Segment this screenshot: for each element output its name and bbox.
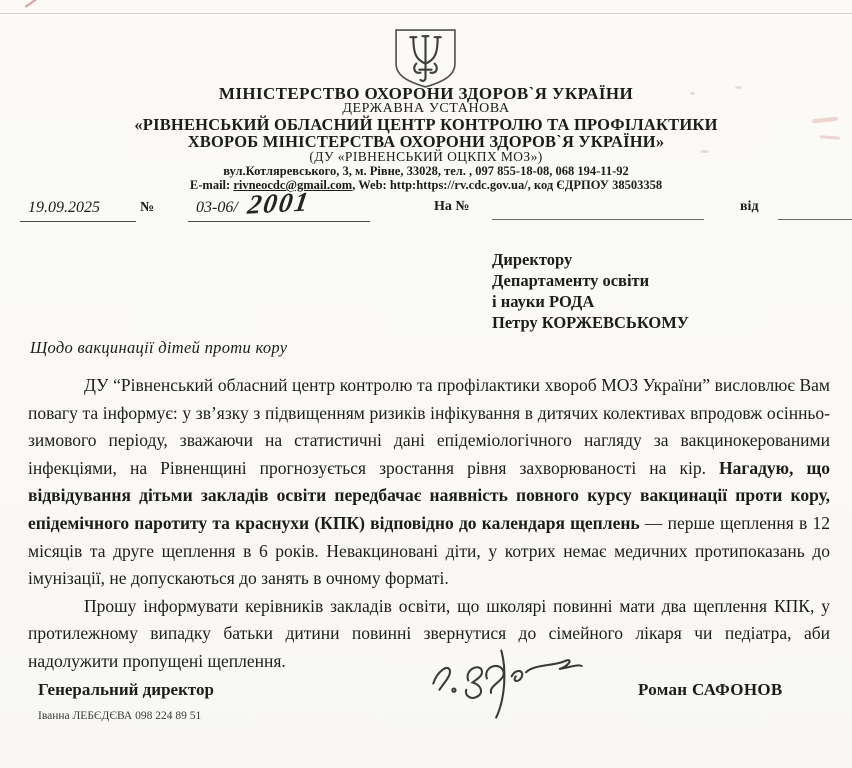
signer-position: Генеральний директор bbox=[38, 680, 214, 699]
incoming-number-underline bbox=[492, 219, 704, 220]
from-date-label: від bbox=[740, 199, 759, 214]
handwritten-number: 2001 bbox=[245, 186, 313, 220]
body-text-segment: — перше щеплення в 12 місяців та друге щеплення в 6 років. Невакциновані діти, у котрих немає медичних протипоказань до імунізації, не допускаються до занять в очному форматі. bbox=[28, 512, 830, 589]
body-paragraph-1 bbox=[28, 372, 830, 593]
org-address: вул.Котляревського, 3, м. Рівне, 33028, тел. , 097 855-18-08, 068 194-11-92 bbox=[223, 164, 629, 178]
letter-number-prefix: 03-06/ bbox=[196, 199, 238, 216]
ministry-title: МІНІСТЕРСТВО ОХОРОНИ ЗДОРОВ`Я УКРАЇНИ bbox=[218, 84, 634, 103]
org-short-name: (ДУ «РІВНЕНСЬКИЙ ОЦКПХ МОЗ») bbox=[309, 149, 543, 164]
number-label: № bbox=[140, 200, 155, 215]
recipient-line: і науки РОДА bbox=[492, 292, 595, 311]
body-text-segment: ДУ “Рівненський обласний центр контролю та профілактики хвороб МОЗ України” висловлює Вам повагу та інформує: у зв’язку з підвищенням ризиків інфікування в дитячих колективах впродовж осінньо-зимового періоду, зважаючи на статистичні дані епідеміологічного нагляду за вакцинокерованими інфекціями, на Рівненщині прогнозується зростання рівня захворюваності на кір. bbox=[28, 375, 830, 478]
date-underline bbox=[20, 221, 136, 222]
org-name-line1: «РІВНЕНСЬКИЙ ОБЛАСНИЙ ЦЕНТР КОНТРОЛЮ ТА ПРОФІЛАКТИКИ bbox=[134, 115, 718, 134]
signature-scribble-icon bbox=[425, 642, 590, 725]
signer-name: Роман САФОНОВ bbox=[638, 680, 783, 699]
org-type: ДЕРЖАВНА УСТАНОВА bbox=[342, 101, 510, 116]
scan-top-line bbox=[0, 13, 852, 14]
number-underline bbox=[188, 221, 370, 222]
email-address: rivneocdc@gmail.com bbox=[233, 178, 353, 192]
body-paragraph-2: Прошу інформувати керівників закладів освіти, що школярі повинні мати два щеплення КПК, у протилежному випадку батьки дитини повинні звернутися до сімейного лікаря чи педіатра, аби надолужити пропущені щеплення. bbox=[28, 595, 830, 671]
from-date-underline bbox=[778, 219, 852, 220]
incoming-number-label: На № bbox=[434, 199, 470, 214]
red-pen-mark bbox=[25, 0, 38, 8]
subject-line: Щодо вакцинації дітей проти кору bbox=[30, 338, 288, 357]
recipient-line: Директору bbox=[492, 250, 573, 269]
contacts-rest: , Web: http:https://rv.cdc.gov.ua/, код ЄДРПОУ 38503358 bbox=[352, 178, 663, 192]
letter-body bbox=[28, 372, 830, 676]
recipient-block bbox=[492, 249, 689, 333]
executor-contact: Іванна ЛЕБЄДЄВА 098 224 89 51 bbox=[38, 710, 202, 722]
recipient-line: Департаменту освіти bbox=[492, 271, 650, 290]
email-label: E-mail: bbox=[189, 178, 231, 192]
letter-date: 19.09.2025 bbox=[28, 199, 100, 216]
recipient-line: Петру КОРЖЕВСЬКОМУ bbox=[492, 313, 689, 332]
org-contacts bbox=[0, 178, 852, 193]
org-name-line2: ХВОРОБ МІНІСТЕРСТВА ОХОРОНИ ЗДОРОВ`Я УКРАЇНИ» bbox=[187, 132, 665, 151]
body-text-segment-bold: Нагадую, що відвідування дітьми закладів освіти передбачає наявність повного курсу вакцинації проти кору, епідемічного паротиту та краснухи (КПК) відповідно до календаря щеплень bbox=[28, 457, 830, 533]
